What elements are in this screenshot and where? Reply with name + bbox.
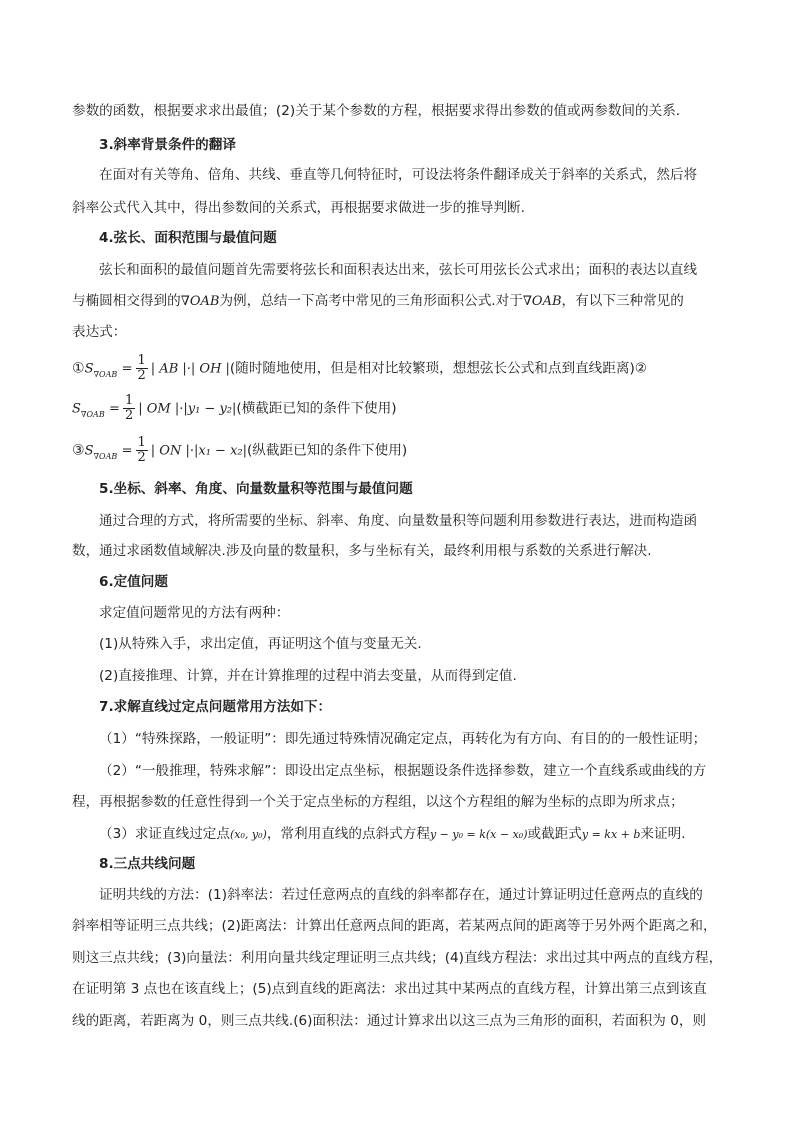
text-line: 线的距离，若距离为 0，则三点共线.(6)面积法：通过计算求出以这三点为三角形的面积，若面积为 0，则 — [72, 1013, 707, 1029]
fraction-half — [136, 436, 148, 465]
formula-subscript: ∇OAB — [80, 409, 105, 419]
text-line — [72, 291, 684, 312]
formula-2 — [72, 394, 397, 425]
text-span: 或截距式 — [527, 826, 582, 842]
text-line: 求定值问题常见的方法有两种： — [99, 605, 290, 621]
section-heading-8: 8.三点共线问题 — [99, 856, 196, 872]
formula-expression: | ON |·|x₁ − x₂| — [150, 443, 247, 459]
equals-sign: = — [121, 361, 133, 377]
equals-sign: = — [121, 443, 133, 459]
text-line: (2)直接推理、计算，并在计算推理的过程中消去变量，从而得到定值. — [99, 668, 517, 684]
text-line: 通过合理的方式，将所需要的坐标、斜率、角度、向量数量积等问题利用参数进行表达，进而构造函 — [99, 513, 698, 529]
formula-s: S — [72, 401, 81, 417]
text-span: ，常利用直线的点斜式方程 — [266, 826, 430, 842]
formula-note: (随时随地使用，但是相对比较繁琐，想想弦长公式和点到直线距离)② — [229, 360, 647, 377]
triangle-symbol: ∇OAB — [180, 294, 220, 309]
text-line: 斜率相等证明三点共线；(2)距离法：计算出任意两点间的距离，若某两点间的距离等于另外两个距离之和， — [72, 918, 717, 934]
section-heading-5: 5.坐标、斜率、角度、向量数量积等范围与最值问题 — [99, 481, 413, 497]
text-line — [99, 824, 686, 845]
fraction-denominator: 2 — [137, 450, 146, 465]
text-line: 在面对有关等角、倍角、共线、垂直等几何特征时，可设法将条件翻译成关于斜率的关系式，然后将 — [99, 167, 698, 183]
text-line: 则这三点共线；(3)向量法：利用向量共线定理证明三点共线；(4)直线方程法：求出过其中两点的直线方程， — [72, 950, 723, 966]
text-line: （2）“一般推理，特殊求解”：即设出定点坐标，根据题设条件选择参数，建立一个直线系或曲线的方 — [99, 763, 707, 779]
formula-s: S — [84, 361, 94, 377]
triangle-symbol: ∇OAB — [522, 294, 562, 309]
text-line: 斜率公式代入其中，得出参数间的关系式，再根据要求做进一步的推导判断. — [72, 200, 525, 216]
formula-1 — [72, 354, 647, 385]
formula-3 — [72, 436, 407, 467]
circled-one: ① — [72, 360, 85, 377]
equals-sign: = — [109, 401, 120, 417]
fraction-numerator: 1 — [124, 393, 134, 408]
text-line: 弦长和面积的最值问题首先需要将弦长和面积表达出来，弦长可用弦长公式求出；面积的表达以直线 — [99, 262, 698, 278]
text-line: 在证明第 3 点也在该直线上；(5)点到直线的距离法：求出过其中某两点的直线方程，计算出第三点到该直 — [72, 981, 707, 997]
fraction-half — [123, 394, 135, 423]
fraction-half — [136, 354, 148, 383]
formula-expression: | OM |·|y₁ − y₂| — [138, 401, 237, 417]
text-span: 为例，总结一下高考中常见的三角形面积公式.对于 — [219, 293, 523, 309]
text-line: 证明共线的方法：(1)斜率法：若过任意两点的直线的斜率都存在，通过计算证明过任意两点的直线的 — [99, 887, 703, 903]
point-slope-equation: y − y₀ = k(x − x₀) — [429, 828, 528, 841]
fraction-denominator: 2 — [124, 408, 134, 423]
formula-subscript: ∇OAB — [93, 451, 118, 461]
formula-s: S — [84, 443, 94, 459]
fraction-numerator: 1 — [137, 435, 146, 450]
section-heading-6: 6.定值问题 — [99, 574, 168, 590]
text-line: （1）“特殊探路，一般证明”：即先通过特殊情况确定定点，再转化为有方向、有目的的一般性证明； — [99, 731, 707, 747]
formula-expression: | AB |·| OH | — [150, 361, 230, 377]
section-heading-3: 3.斜率背景条件的翻译 — [99, 137, 236, 153]
text-span: 与椭圆相交得到的 — [72, 293, 181, 309]
text-span: （3）求证直线过定点 — [99, 826, 230, 842]
formula-subscript: ∇OAB — [93, 369, 118, 379]
formula-note: (横截距已知的条件下使用) — [236, 400, 397, 417]
text-line: (1)从特殊入手，求出定值，再证明这个值与变量无关. — [99, 636, 422, 652]
circled-three: ③ — [72, 442, 85, 459]
formula-note: (纵截距已知的条件下使用) — [247, 442, 408, 459]
intercept-equation: y = kx + b — [581, 828, 641, 841]
text-line: 数，通过求函数值域解决.涉及向量的数量积，多与坐标有关，最终利用根与系数的关系进行解决. — [72, 543, 652, 559]
text-span: 来证明. — [640, 826, 686, 842]
section-heading-7: 7.求解直线过定点问题常用方法如下： — [99, 699, 332, 715]
section-heading-4: 4.弦长、面积范围与最值问题 — [99, 230, 277, 246]
text-line: 程，再根据参数的任意性得到一个关于定点坐标的方程组，以这个方程组的解为坐标的点即为所求点； — [72, 794, 684, 810]
fraction-numerator: 1 — [137, 353, 146, 368]
text-line: 表达式： — [72, 324, 127, 340]
text-span: ，有以下三种常见的 — [561, 293, 684, 309]
point-expression: (x₀, y₀) — [230, 828, 267, 841]
text-line: 参数的函数，根据要求求出最值；(2)关于某个参数的方程，根据要求得出参数的值或两参数间的关系. — [72, 103, 681, 119]
fraction-denominator: 2 — [137, 368, 146, 383]
